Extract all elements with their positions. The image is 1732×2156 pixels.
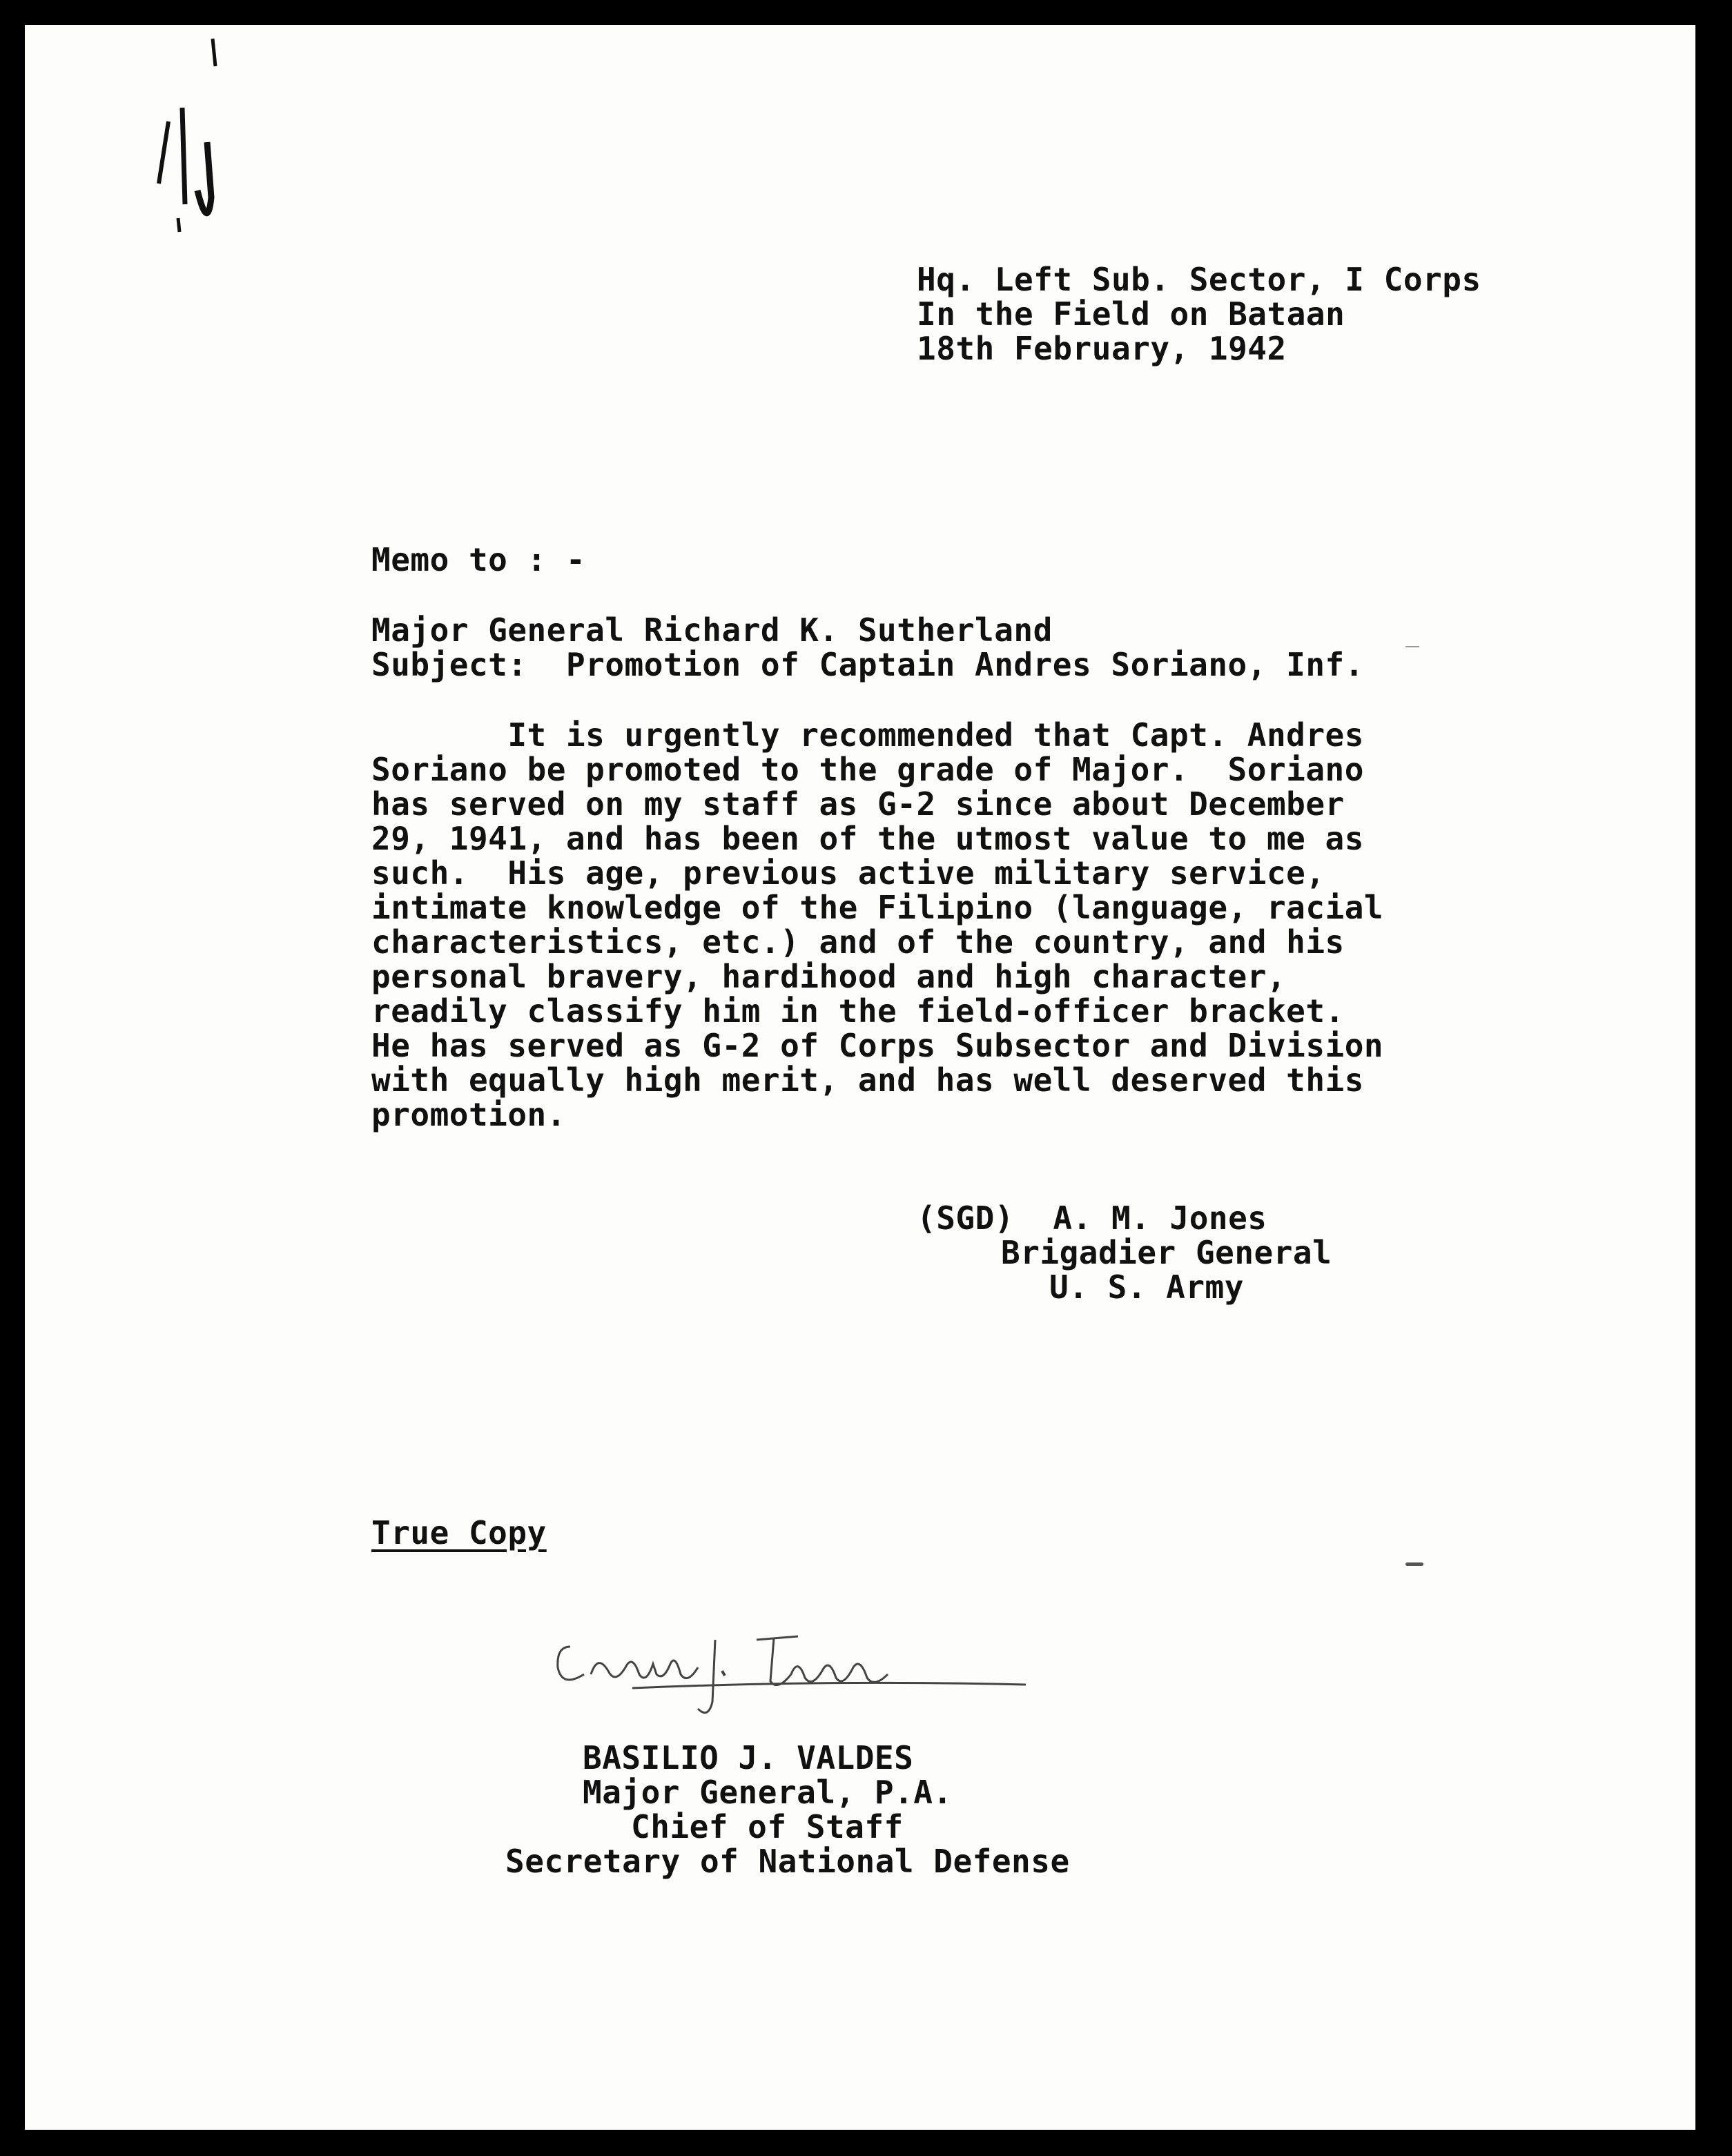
header-date: 18th February, 1942 [917,330,1287,367]
body-line: It is urgently recommended that Capt. Andres [371,716,1364,754]
body-line: readily classify him in the field-officer bracket. [371,992,1345,1030]
body-line: such. His age, previous active military service, [371,854,1325,892]
memo-addressee: Major General Richard K. Sutherland [371,611,1053,649]
valdes-office: Secretary of National Defense [505,1843,1070,1880]
valdes-rank: Major General, P.A. [583,1774,953,1811]
valdes-title: Chief of Staff [631,1808,904,1845]
body-line: characteristics, etc.) and of the country, and his [371,923,1345,961]
handwritten-signature-valdes [549,1598,1033,1723]
header-field: In the Field on Bataan [917,295,1345,333]
document-page [25,25,1695,2130]
paper-speck [1405,1562,1423,1566]
body-line: personal bravery, hardihood and high character, [371,958,1287,995]
body-line: intimate knowledge of the Filipino (language, racial [371,889,1384,926]
memo-to-label: Memo to : - [371,541,586,578]
paper-speck [1405,646,1419,647]
signature-rank: Brigadier General [1001,1234,1332,1271]
body-line: 29, 1941, and has been of the utmost value to me as [371,820,1364,857]
handwritten-margin-mark [149,25,260,253]
body-line: promotion. [371,1096,566,1133]
signature-name: (SGD) A. M. Jones [917,1199,1267,1237]
signature-branch: U. S. Army [1049,1268,1244,1306]
header-location: Hq. Left Sub. Sector, I Corps [917,261,1481,298]
body-line: with equally high merit, and has well deserved this [371,1061,1364,1099]
valdes-name: BASILIO J. VALDES [583,1739,914,1776]
body-line: He has served as G-2 of Corps Subsector and Division [371,1027,1384,1064]
body-line: Soriano be promoted to the grade of Major. Soriano [371,751,1364,788]
true-copy-label: True Copy [371,1514,547,1551]
memo-subject: Subject: Promotion of Captain Andres Soriano, Inf. [371,646,1364,683]
body-line: has served on my staff as G-2 since about December [371,785,1345,823]
